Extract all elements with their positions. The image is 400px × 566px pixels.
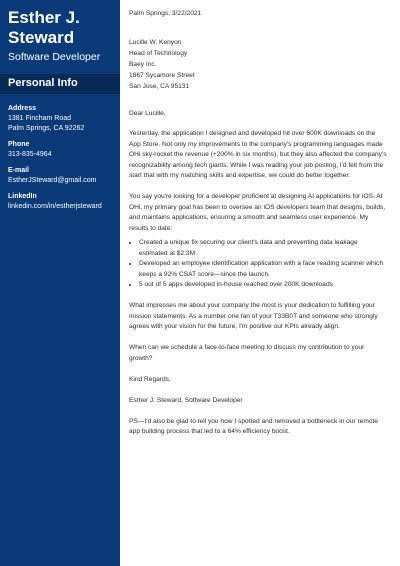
list-item: • Developed an employee identification application with a face reading scanner which keeps a 92% CSAT score—since the launch. — [139, 259, 388, 280]
phone-label: Phone — [8, 141, 30, 148]
recipient-company: Baey Inc. — [129, 60, 157, 68]
sidebar — [0, 0, 120, 566]
recipient-city: San Jose, CA 95131 — [129, 82, 190, 90]
address-line-1: 1381 Fincham Road — [8, 115, 72, 122]
phone-group — [8, 140, 112, 160]
email-group — [8, 166, 112, 186]
recipient-title: Head of Technology — [129, 49, 188, 57]
phone-value: 313-835-4964 — [8, 151, 52, 158]
name-line-2: Steward — [8, 28, 75, 47]
closing: Kind Regards, — [129, 375, 171, 383]
postscript: PS—I'd also be glad to tell you how I spotted and removed a bottleneck in our remote app building process that led to a 64% efficiency boost. — [129, 417, 379, 435]
name-line-1: Esther J. — [8, 8, 80, 27]
paragraph-1: Yesterday, the application I designed and developed hit over 600K downloads on the App Store. Not only my improvements to the company's programming languages made OHi sky-rocket the revenue (+200% in six months), but they also affected the company's recognizability among tech giants. While I was reading your job posting, I'd felt from the start that with my matching skills and expertise, we could do better together. — [129, 130, 387, 179]
address-line-2: Palm Springs, CA 92262 — [8, 125, 85, 132]
signature: Esther J. Steward, Software Developer — [129, 396, 243, 404]
list-item: • Created a unique fix securing our client's data and preventing data leakage estimated at $2.3M. — [139, 238, 388, 259]
paragraph-4: When can we schedule a face-to-face meeting to discuss my contribution to your growth? — [129, 344, 365, 362]
recipient-block — [129, 37, 388, 92]
recipient-name: Lucille W. Kenyon — [129, 38, 182, 46]
place-date: Palm Springs, 3/22/2021 — [129, 10, 202, 17]
job-title: Software Developer — [8, 51, 101, 63]
linkedin-value[interactable]: linkedin.com/in/estherjsteward — [8, 203, 102, 210]
letter-body — [120, 0, 400, 566]
applicant-name — [0, 0, 120, 48]
address-label: Address — [8, 105, 37, 112]
results-list — [129, 238, 388, 291]
linkedin-group — [8, 192, 112, 212]
recipient-street: 1867 Sycamore Street — [129, 71, 195, 79]
paragraph-3: What impresses me about your company the most is your dedication to fulfilling your mission statements. As a number one fan of your T33B0T and someone who strongly agrees with your vision for the future, I'm positive our KPIs already align. — [129, 302, 378, 330]
list-item: • 5 out of 5 apps developed in-house reached over 200K downloads. — [139, 280, 388, 291]
address-group — [8, 104, 112, 134]
email-label: E-mail — [8, 167, 30, 174]
salutation: Dear Lucille, — [129, 109, 166, 117]
linkedin-label: LinkedIn — [8, 193, 37, 200]
email-value[interactable]: EstherJSteward@gmail.com — [8, 177, 97, 184]
personal-info-heading: Personal Info — [0, 74, 120, 94]
contact-info — [0, 94, 120, 212]
paragraph-2: You say you're looking for a developer proficient at designing AI applications for iOS. At OHi, my primary goal has been to oversee an iOS developers team that designs, builds, and maintains applications, ensuring a smooth and seamless user experience. My results to date: — [129, 193, 386, 232]
